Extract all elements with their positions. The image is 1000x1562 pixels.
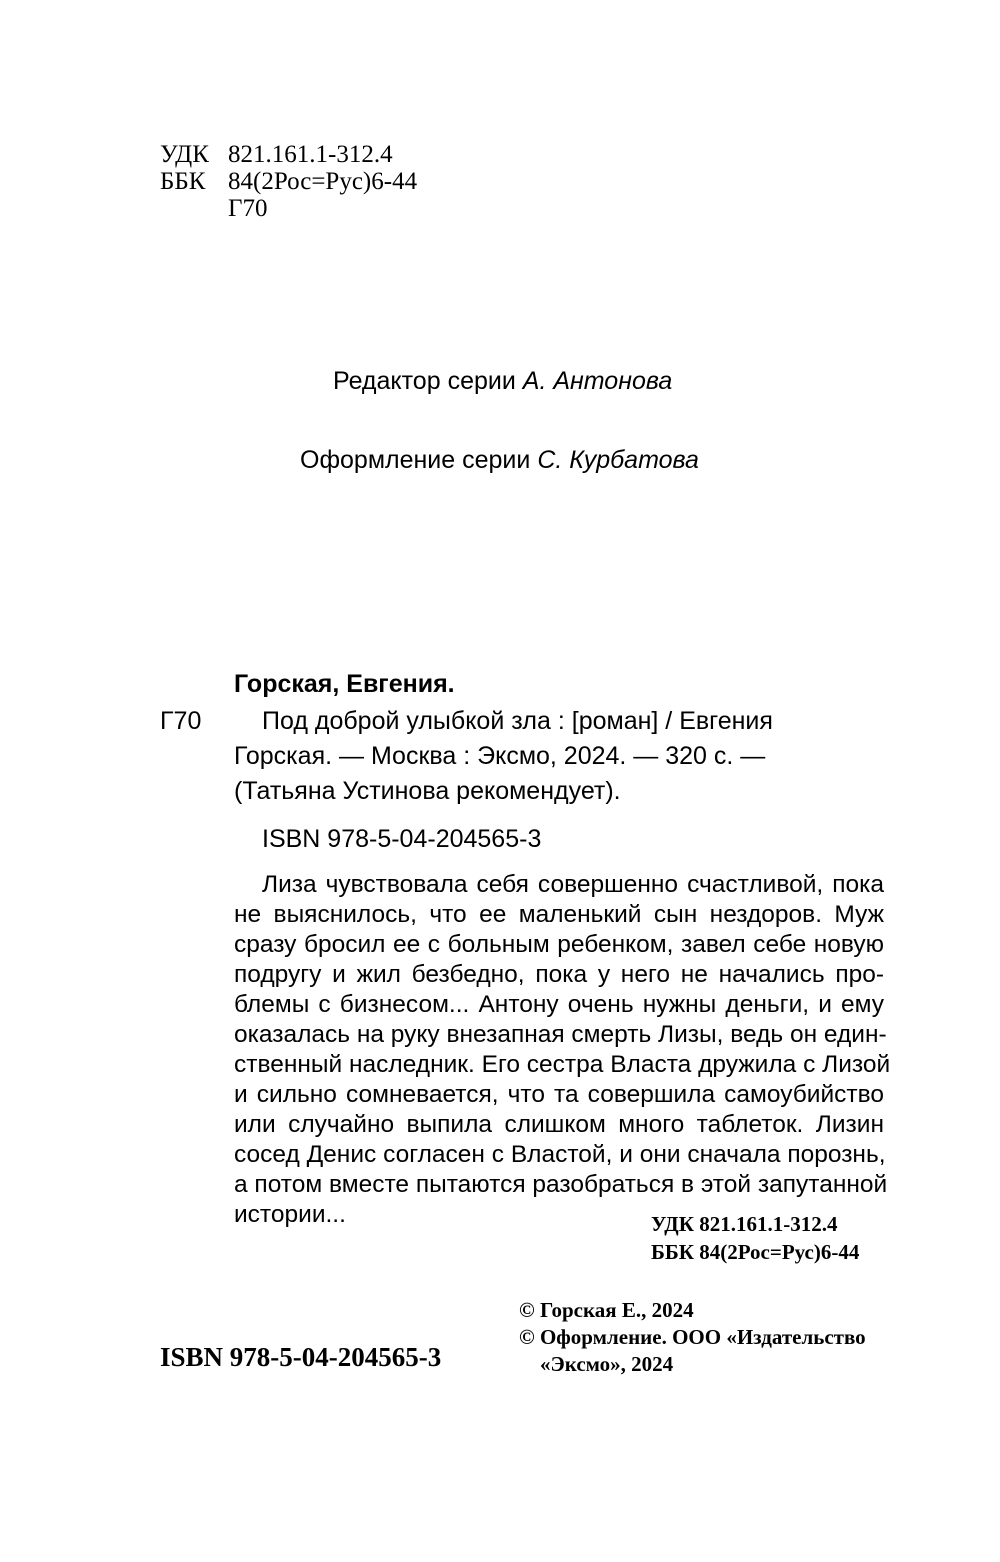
record-author: Горская, Евгения. [234,670,455,698]
design-prefix: Оформление серии [300,446,531,474]
annotation-line: истории... [234,1201,346,1228]
annotation-line: ственный наследник. Его сестра Власта дружила с Лизой [234,1051,891,1078]
record-line-2: Горская. — Москва : Эксмо, 2024. — 320 с. — [234,742,766,770]
record-line-1: Под доброй улыбкой зла : [роман] / Евгения [262,707,773,735]
copyright-line-3: «Эксмо», 2024 [540,1352,674,1376]
copyright-line-2: © Оформление. ООО «Издательство [519,1325,866,1349]
author-code-top: Г70 [228,195,268,222]
bbk-label: ББК [160,168,206,195]
annotation-line: подругу и жил безбедно, пока у него не начались про- [234,961,884,988]
udk-label: УДК [160,141,209,168]
record-isbn: ISBN 978-5-04-204565-3 [262,825,542,853]
annotation-line: оказалась на руку внезапная смерть Лизы, ведь он един- [234,1021,887,1048]
bbk-bottom: ББК 84(2Рос=Рус)6-44 [651,1240,860,1264]
annotation-line: а потом вместе пытаются разобраться в этой запутанной [234,1171,888,1198]
bbk-value: 84(2Рос=Рус)6-44 [228,168,418,195]
isbn-bottom: ISBN 978-5-04-204565-3 [160,1342,442,1372]
annotation-line: или случайно выпила слишком много таблеток. Лизин [234,1111,884,1138]
bbk-top [160,168,417,195]
editor-name: А. Антонова [522,367,673,395]
copyright-line-1: © Горская Е., 2024 [519,1298,694,1322]
annotation [234,870,891,1230]
annotation-line: Лиза чувствовала себя совершенно счастливой, пока [262,871,884,898]
record-line-3: (Татьяна Устинова рекомендует). [234,777,621,805]
series-editor [333,366,672,396]
annotation-line: сразу бросил ее с больным ребенком, завел себе новую [234,931,884,958]
annotation-line: не выяснилось, что ее маленький сын нездоров. Муж [234,901,884,928]
annotation-line: и сильно сомневается, что та совершила самоубийство [234,1081,884,1108]
udk-top [160,141,393,168]
editor-prefix: Редактор серии [333,367,516,395]
udk-value: 821.161.1-312.4 [228,141,393,168]
annotation-line: сосед Денис согласен с Властой, и они сначала порознь, [234,1141,886,1168]
design-name: С. Курбатова [537,446,699,474]
series-design [300,445,699,475]
udk-bottom: УДК 821.161.1-312.4 [651,1212,838,1236]
annotation-line: блемы с бизнесом... Антону очень нужны деньги, и ему [234,991,884,1018]
record-code: Г70 [160,707,202,735]
